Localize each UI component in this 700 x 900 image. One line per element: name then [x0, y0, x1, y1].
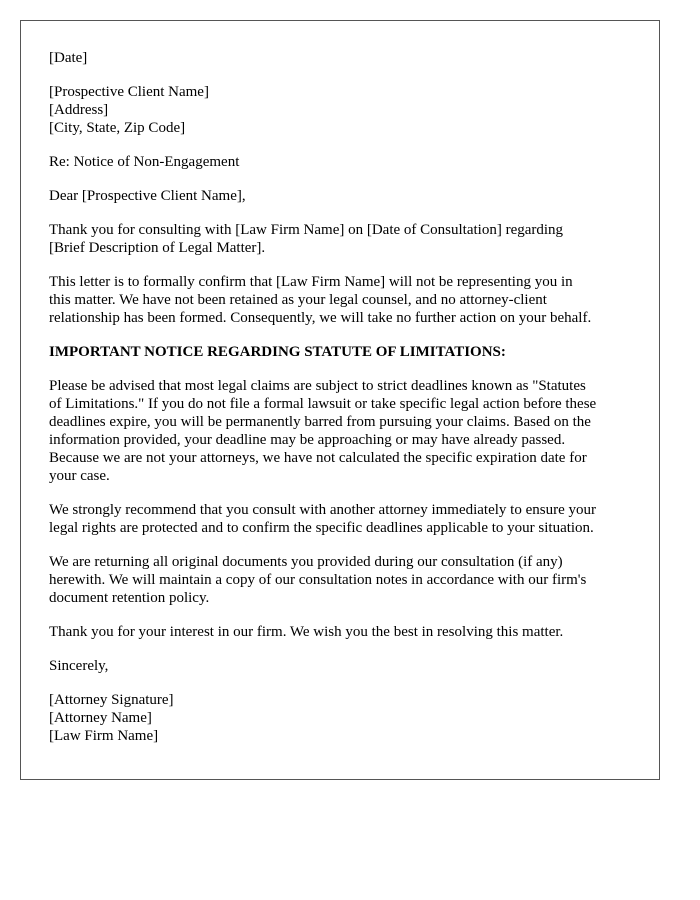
letter-salutation: Dear [Prospective Client Name], — [49, 188, 246, 204]
paragraph-line: this matter. We have not been retained as your legal counsel, and no attorney-client — [49, 292, 547, 308]
paragraph-line: relationship has been formed. Consequently, we will take no further action on your behalf. — [49, 310, 592, 326]
letter-subject: Re: Notice of Non-Engagement — [49, 154, 240, 170]
paragraph-line: document retention policy. — [49, 590, 210, 606]
letter-closing: Sincerely, — [49, 658, 109, 674]
paragraph-line: information provided, your deadline may be approaching or may have already passed. — [49, 432, 566, 448]
subject-line — [49, 153, 641, 171]
paragraph-line: Because we are not your attorneys, we have not calculated the specific expiration date for — [49, 450, 587, 466]
paragraph-line: of Limitations." If you do not file a formal lawsuit or take specific legal action before these — [49, 396, 597, 412]
letter-date: [Date] — [49, 50, 88, 66]
recipient-name: [Prospective Client Name] — [49, 84, 209, 100]
recipient-city-state-zip: [City, State, Zip Code] — [49, 120, 186, 136]
firm-name: [Law Firm Name] — [49, 728, 159, 744]
paragraph-documents — [49, 553, 641, 607]
paragraph-line: deadlines expire, you will be permanently barred from pursuing your claims. Based on the — [49, 414, 591, 430]
paragraph-line: Thank you for consulting with [Law Firm Name] on [Date of Consultation] regarding — [49, 222, 564, 238]
letter-body — [49, 49, 641, 761]
signature-block — [49, 691, 641, 745]
letter-page — [20, 20, 660, 780]
closing-line — [49, 657, 641, 675]
notice-heading — [49, 343, 641, 361]
paragraph-statute-warning — [49, 377, 641, 485]
paragraph-non-representation — [49, 273, 641, 327]
paragraph-line: your case. — [49, 468, 110, 484]
paragraph-line: This letter is to formally confirm that [Law Firm Name] will not be representing you in — [49, 274, 573, 290]
attorney-signature: [Attorney Signature] — [49, 692, 174, 708]
attorney-name: [Attorney Name] — [49, 710, 152, 726]
paragraph-line: We are returning all original documents you provided during our consultation (if any) — [49, 554, 563, 570]
notice-heading-text: IMPORTANT NOTICE REGARDING STATUTE OF LIMITATIONS: — [49, 344, 506, 360]
paragraph-consultation — [49, 221, 641, 257]
paragraph-line: We strongly recommend that you consult with another attorney immediately to ensure your — [49, 502, 596, 518]
recipient-address: [Address] — [49, 102, 109, 118]
paragraph-line: herewith. We will maintain a copy of our consultation notes in accordance with our firm's — [49, 572, 587, 588]
paragraph-line: Thank you for your interest in our firm. We wish you the best in resolving this matter. — [49, 624, 564, 640]
recipient-address-block — [49, 83, 641, 137]
paragraph-line: legal rights are protected and to confirm the specific deadlines applicable to your situation. — [49, 520, 594, 536]
paragraph-thanks — [49, 623, 641, 641]
paragraph-line: Please be advised that most legal claims are subject to strict deadlines known as "Statutes — [49, 378, 586, 394]
date-line — [49, 49, 641, 67]
paragraph-recommendation — [49, 501, 641, 537]
paragraph-line: [Brief Description of Legal Matter]. — [49, 240, 266, 256]
salutation-line — [49, 187, 641, 205]
